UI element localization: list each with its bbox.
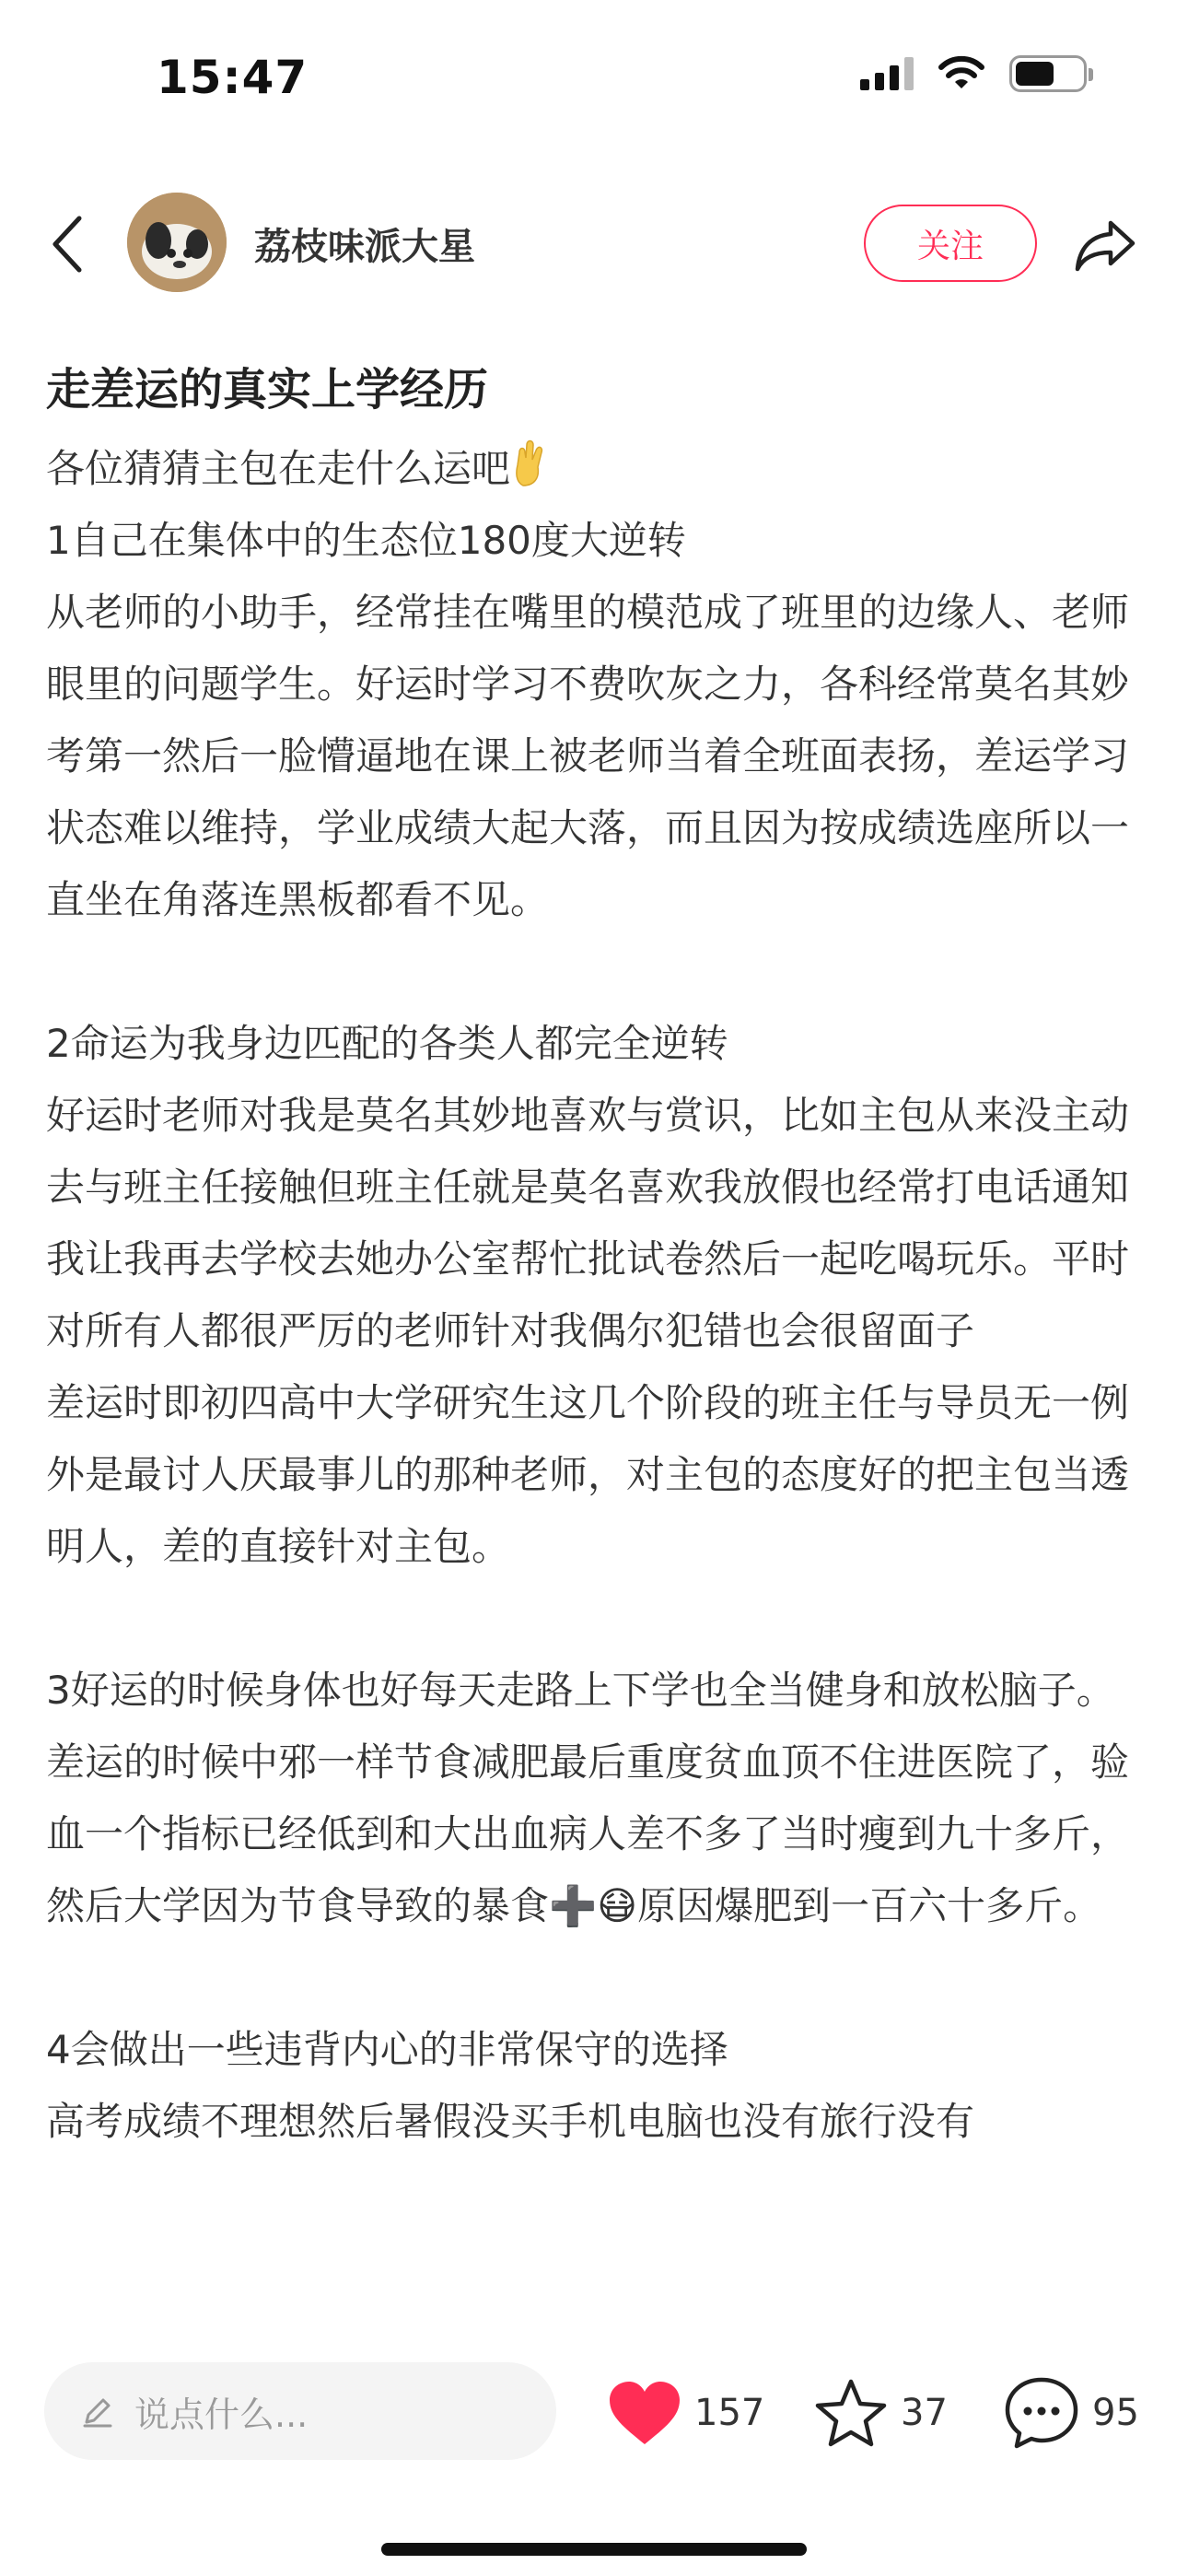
chevron-left-icon: [50, 215, 87, 274]
bottom-action-bar: [0, 2331, 1188, 2576]
comment-count: 95: [1092, 2392, 1139, 2434]
post-paragraph: 3好运的时候身体也好每天走路上下学也全当健身和放松脑子。差运的时候中邪一样节食减肥最后重度贫血顶不住进医院了，验血一个指标已经低到和大出血病人差不多了当时瘦到九十多斤，然后大学因为节食导致的暴食➕😷原因爆肥到一百六十多斤。: [46, 1668, 1130, 1928]
post-paragraph: 从老师的小助手，经常挂在嘴里的模范成了班里的边缘人、老师眼里的问题学生。好运时学习不费吹灰之力，各科经常莫名其妙考第一然后一脸懵逼地在课上被老师当着全班面表扬，差运学习状态难以维持，学业成绩大起大落，而且因为按成绩选座所以一直坐在角落连黑板都看不见。: [46, 590, 1130, 922]
home-indicator[interactable]: [381, 2543, 807, 2556]
comment-input[interactable]: [44, 2362, 556, 2460]
paragraph-spacer: [46, 936, 1147, 1008]
wifi-icon: [938, 55, 985, 92]
comment-button[interactable]: [1004, 2371, 1139, 2454]
post-paragraph: 2命运为我身边匹配的各类人都完全逆转: [46, 1021, 728, 1066]
post-paragraph: 1自己在集体中的生态位180度大逆转: [46, 518, 686, 563]
post-paragraph: 4会做出一些违背内心的非常保守的选择: [46, 2027, 728, 2072]
post-title: 走差运的真实上学经历: [46, 364, 489, 416]
post-body: [46, 433, 1147, 2340]
back-button[interactable]: [41, 212, 96, 276]
follow-button[interactable]: 关注: [864, 205, 1037, 282]
like-button[interactable]: [608, 2371, 764, 2454]
post-paragraph: 高考成绩不理想然后暑假没买手机电脑也没有旅行没有: [46, 2099, 975, 2144]
paragraph-spacer: [46, 1942, 1147, 2014]
post-paragraph: 差运时即初四高中大学研究生这几个阶段的班主任与导员无一例外是最讨人厌最事儿的那种老师，对主包的态度好的把主包当透明人，差的直接针对主包。: [46, 1380, 1130, 1569]
heart-icon: [608, 2380, 681, 2446]
post-paragraph: 好运时老师对我是莫名其妙地喜欢与赏识，比如主包从来没主动去与班主任接触但班主任就是莫名喜欢我放假也经常打电话通知我让我再去学校去她办公室帮忙批试卷然后一起吃喝玩乐。平时对所有人都很严厉的老师针对我偶尔犯错也会很留面子: [46, 1093, 1130, 1353]
share-arrow-icon: [1074, 217, 1136, 273]
post-header: [0, 184, 1188, 304]
chat-bubble-icon: [1004, 2376, 1079, 2450]
status-icons: [860, 55, 1087, 92]
star-icon: [814, 2378, 888, 2448]
share-button[interactable]: [1068, 208, 1142, 282]
battery-icon: [1009, 55, 1087, 92]
avatar-image: [127, 193, 227, 292]
author-avatar[interactable]: [127, 193, 227, 292]
signal-icon: [860, 57, 914, 90]
like-count: 157: [694, 2392, 765, 2434]
comment-placeholder: 说点什么...: [134, 2394, 309, 2435]
pencil-icon: [79, 2393, 116, 2430]
status-time: 15:47: [157, 51, 309, 104]
author-name[interactable]: 荔枝味派大星: [254, 226, 475, 268]
status-bar: [0, 0, 1188, 157]
collect-count: 37: [901, 2392, 948, 2434]
collect-button[interactable]: [814, 2371, 948, 2454]
content-fade: [0, 2276, 1188, 2331]
post-paragraph: 各位猜猜主包在走什么运吧: [46, 433, 1147, 505]
crossed-fingers-emoji-icon: [510, 439, 549, 487]
paragraph-spacer: [46, 1583, 1147, 1655]
